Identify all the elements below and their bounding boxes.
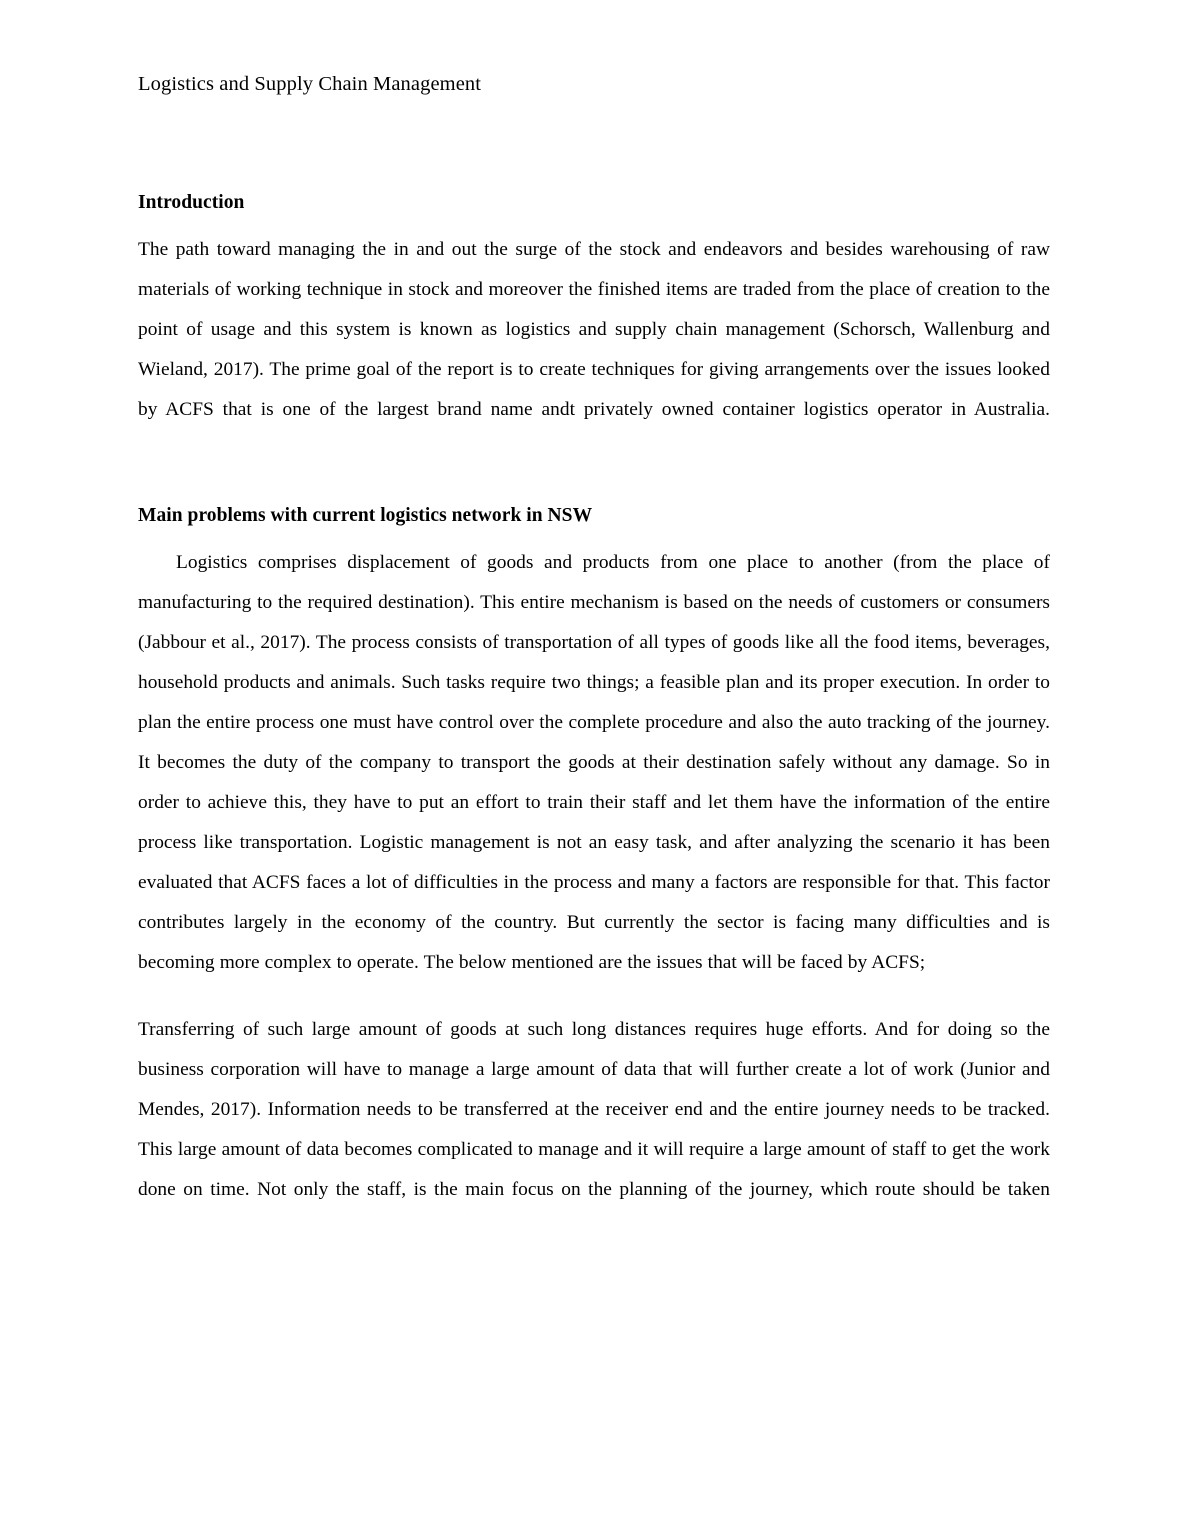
heading-introduction: Introduction [138,192,245,213]
running-header: Logistics and Supply Chain Management [138,73,482,95]
heading-main-problems: Main problems with current logistics network in NSW [138,505,593,526]
paragraph-introduction-body: The path toward managing the in and out the surge of the stock and endeavors and besides warehousing of raw materials of working technique in stock and moreover the finished items are traded from the place of creation to the point of usage and this system is known as logistics and supply chain management (Schorsch, Wallenburg and Wieland, 2017). The prime goal of the report is to create techniques for giving arrangements over the issues looked by ACFS that is one of the largest brand name andt privately owned container logistics operator in Australia. [138,239,1050,420]
paragraph-transferring-goods: Transferring of such large amount of goods at such long distances requires huge efforts. And for doing so the business corporation will have to manage a large amount of data that will further create a lot of work (Junior and Mendes, 2017). Information needs to be transferred at the receiver end and the entire journey needs to be tracked. This large amount of data becomes complicated to manage and it will require a large amount of staff to get the work done on time. Not only the staff, is the main focus on the planning of the journey, which route should be taken [138,1019,1050,1200]
paragraph-logistics-comprises: Logistics comprises displacement of goods and products from one place to another (from the place of manufacturing to the required destination). This entire mechanism is based on the needs of customers or consumers (Jabbour et al., 2017). The process consists of transportation of all types of goods like all the food items, beverages, household products and animals. Such tasks require two things; a feasible plan and its proper execution. In order to plan the entire process one must have control over the complete procedure and also the auto tracking of the journey. It becomes the duty of the company to transport the goods at their destination safely without any damage. So in order to achieve this, they have to put an effort to train their staff and let them have the information of the entire process like transportation. Logistic management is not an easy task, and after analyzing the scenario it has been evaluated that ACFS faces a lot of difficulties in the process and many a factors are responsible for that. This factor contributes largely in the economy of the country. But currently the sector is facing many difficulties and is becoming more complex to operate. The below mentioned are the issues that will be faced by ACFS; [138,552,1050,973]
page-content [138,0,1050,1210]
